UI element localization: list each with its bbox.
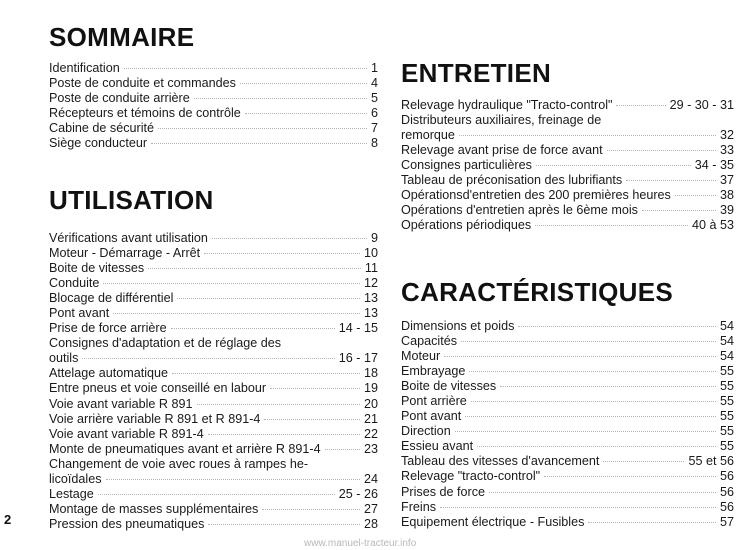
toc-entry [401, 379, 734, 394]
dot-leader [264, 418, 360, 420]
dot-leader [148, 267, 361, 269]
toc-entry [401, 500, 734, 515]
toc-entry [49, 231, 378, 246]
dot-leader [325, 448, 360, 450]
toc-entry-page: 13 [363, 291, 378, 306]
toc-entry-title: Voie arrière variable R 891 et R 891-4 [49, 411, 261, 426]
toc-entry-page: 23 [363, 441, 378, 456]
toc-entry [49, 276, 378, 291]
toc-entry-title: outils [49, 351, 79, 366]
toc-entry [401, 349, 734, 364]
toc-entry-title: Récepteurs et témoins de contrôle [49, 106, 241, 121]
toc-entry-page: 29 - 30 - 31 [669, 98, 734, 112]
toc-entry-page: 55 [719, 409, 734, 424]
dot-leader [471, 400, 716, 402]
toc-entry [49, 261, 378, 276]
toc-entry-title: Opérationsd'entretien des 200 premières heures [401, 188, 671, 203]
toc-entry-page: 27 [363, 501, 378, 516]
dot-leader [240, 82, 367, 84]
toc-entry [49, 306, 378, 321]
dot-leader [440, 506, 716, 508]
toc-entry [49, 291, 378, 306]
toc-entretien [401, 98, 734, 233]
toc-entry-page: 55 [719, 379, 734, 394]
toc-entry-title: Moteur - Démarrage - Arrêt [49, 246, 201, 261]
toc-entry-page: 32 [719, 128, 734, 143]
toc-entry-page: 40 à 53 [691, 218, 734, 233]
dot-leader [642, 209, 716, 211]
toc-caracteristiques [401, 319, 734, 530]
dot-leader [82, 357, 334, 359]
toc-entry-title: Pont avant [49, 306, 110, 321]
toc-entry [49, 106, 378, 121]
dot-leader [536, 164, 691, 166]
dot-leader [500, 385, 716, 387]
dot-leader [208, 433, 360, 435]
dot-leader [113, 312, 360, 314]
toc-entry-title: Consignes d'adaptation et de réglage des [49, 336, 282, 351]
toc-entry-title: Essieu avant [401, 439, 474, 454]
toc-entry-page: 7 [370, 121, 378, 136]
toc-entry [401, 98, 734, 113]
toc-entry [401, 439, 734, 454]
toc-entry-title: Poste de conduite et commandes [49, 76, 236, 91]
toc-entry-title: Conduite [49, 276, 100, 291]
toc-entry [401, 334, 734, 349]
toc-entry-title: Identification [49, 61, 120, 75]
toc-entry [49, 336, 378, 351]
toc-entry-title: Consignes particulières [401, 158, 532, 173]
toc-entry [401, 424, 734, 439]
toc-entry-title: Opérations périodiques [401, 218, 532, 233]
toc-entry-page: 24 [363, 471, 378, 486]
toc-entry-title: Moteur [401, 349, 441, 364]
toc-entry [49, 502, 378, 517]
dot-leader [603, 460, 684, 462]
toc-entry-page: 18 [363, 366, 378, 381]
toc-entry-page: 8 [370, 136, 378, 151]
toc-utilisation [49, 231, 378, 532]
toc-entry-title: Attelage automatique [49, 366, 169, 381]
dot-leader [103, 282, 360, 284]
toc-entry-page: 38 [719, 188, 734, 203]
toc-entry [49, 487, 378, 502]
toc-entry-page: 56 [719, 469, 734, 484]
toc-entry-title: Equipement électrique - Fusibles [401, 514, 585, 529]
toc-entry-page: 16 - 17 [338, 351, 378, 366]
toc-entry-page: 11 [364, 261, 378, 276]
toc-entry [49, 366, 378, 381]
toc-entry-page: 34 - 35 [694, 158, 734, 173]
toc-entry-title: Pression des pneumatiques [49, 516, 205, 531]
dot-leader [469, 370, 716, 372]
toc-entry-page: 1 [370, 61, 378, 75]
toc-entry-page: 22 [363, 426, 378, 441]
dot-leader [588, 521, 716, 523]
toc-entry-title: Voie avant variable R 891 [49, 396, 193, 411]
dot-leader [212, 237, 367, 239]
toc-entry [49, 427, 378, 442]
dot-leader [151, 142, 367, 144]
toc-entry-title: Vérifications avant utilisation [49, 231, 208, 245]
toc-entry [401, 394, 734, 409]
toc-entry-page: 55 [719, 424, 734, 439]
toc-entry-page: 5 [370, 91, 378, 106]
toc-entry-page: 55 [719, 364, 734, 379]
dot-leader [172, 372, 360, 374]
toc-entry [49, 351, 378, 366]
toc-entry [401, 113, 734, 128]
toc-entry-page: 55 [719, 439, 734, 454]
page-number: 2 [4, 512, 12, 527]
heading-caracteristiques: CARACTÉRISTIQUES [401, 277, 674, 307]
toc-entry-title: Freins [401, 499, 436, 514]
toc-entry-title: Embrayage [401, 364, 466, 379]
toc-entry-page: 33 [719, 143, 734, 158]
toc-entry [401, 158, 734, 173]
toc-entry-page: 4 [370, 76, 378, 91]
dot-leader [616, 104, 665, 106]
toc-entry [401, 409, 734, 424]
toc-entry-title: Siège conducteur [49, 136, 148, 151]
toc-entry-page: 13 [363, 306, 378, 321]
dot-leader [489, 491, 716, 493]
toc-entry [49, 517, 378, 532]
toc-entry [49, 472, 378, 487]
dot-leader [535, 224, 688, 226]
dot-leader [204, 252, 360, 254]
toc-entry-title: Direction [401, 424, 451, 439]
toc-entry [401, 515, 734, 530]
toc-entry-title: Blocage de différentiel [49, 291, 174, 306]
toc-entry-page: 57 [719, 514, 734, 529]
toc-entry-title: Monte de pneumatiques avant et arrière R 891-4 [49, 441, 321, 456]
toc-entry-title: Boite de vitesses [401, 379, 497, 394]
toc-entry [401, 469, 734, 484]
toc-entry-title: Capacités [401, 334, 458, 349]
toc-entry-title: Tableau des vitesses d'avancement [401, 454, 600, 469]
toc-entry-title: remorque [401, 128, 455, 143]
toc-entry [49, 91, 378, 106]
toc-sommaire [49, 61, 378, 151]
toc-entry [401, 128, 734, 143]
toc-entry [49, 397, 378, 412]
dot-leader [245, 112, 367, 114]
toc-entry-title: Distributeurs auxiliaires, freinage de [401, 113, 602, 128]
dot-leader [208, 523, 360, 525]
toc-entry [401, 319, 734, 334]
toc-entry-title: Pont arrière [401, 394, 467, 409]
dot-leader [465, 415, 716, 417]
toc-entry-page: 20 [363, 396, 378, 411]
dot-leader [626, 179, 716, 181]
toc-entry [401, 203, 734, 218]
toc-entry-title: licoïdales [49, 471, 102, 486]
dot-leader [171, 327, 335, 329]
toc-entry-title: Cabine de sécurité [49, 121, 155, 136]
toc-entry-title: Prise de force arrière [49, 321, 167, 336]
toc-entry-page: 25 - 26 [338, 486, 378, 501]
dot-leader [518, 325, 716, 327]
heading-utilisation: UTILISATION [49, 185, 214, 215]
dot-leader [158, 127, 367, 129]
dot-leader [461, 340, 716, 342]
toc-entry-title: Voie avant variable R 891-4 [49, 426, 204, 441]
toc-entry [401, 364, 734, 379]
toc-entry-title: Relevage avant prise de force avant [401, 143, 603, 158]
toc-entry [401, 454, 734, 469]
toc-entry-page: 10 [363, 246, 378, 261]
toc-entry [401, 218, 734, 233]
toc-entry-page: 39 [719, 203, 734, 218]
toc-entry-page: 28 [363, 516, 378, 531]
toc-entry [49, 457, 378, 472]
toc-entry-title: Entre pneus et voie conseillé en labour [49, 381, 267, 396]
toc-entry-page: 37 [719, 173, 734, 188]
toc-entry-title: Lestage [49, 486, 94, 501]
dot-leader [194, 97, 367, 99]
dot-leader [270, 387, 360, 389]
toc-entry-page: 54 [719, 319, 734, 333]
toc-entry-title: Changement de voie avec roues à rampes he- [49, 456, 309, 471]
toc-entry-page: 14 - 15 [338, 321, 378, 336]
dot-leader [455, 430, 716, 432]
dot-leader [459, 134, 716, 136]
toc-entry-title: Poste de conduite arrière [49, 91, 190, 106]
toc-entry [49, 121, 378, 136]
heading-sommaire: SOMMAIRE [49, 22, 195, 52]
toc-entry [49, 76, 378, 91]
toc-entry-page: 56 [719, 484, 734, 499]
toc-entry [401, 485, 734, 500]
dot-leader [607, 149, 716, 151]
toc-entry-page: 55 [719, 394, 734, 409]
toc-entry-page: 54 [719, 349, 734, 364]
toc-entry [401, 143, 734, 158]
dot-leader [675, 194, 716, 196]
toc-entry-title: Pont avant [401, 409, 462, 424]
toc-entry-title: Relevage "tracto-control" [401, 469, 541, 484]
toc-entry-title: Opérations d'entretien après le 6ème mois [401, 203, 638, 218]
toc-entry-page: 6 [370, 106, 378, 121]
toc-entry-page: 21 [363, 411, 378, 426]
toc-entry-page: 19 [363, 381, 378, 396]
toc-entry [401, 173, 734, 188]
toc-entry-page: 56 [719, 499, 734, 514]
toc-entry [49, 136, 378, 151]
toc-entry [49, 381, 378, 396]
toc-entry-page: 12 [363, 276, 378, 291]
watermark: www.manuel-tracteur.info [304, 538, 417, 549]
dot-leader [544, 475, 716, 477]
toc-entry-title: Dimensions et poids [401, 319, 515, 333]
dot-leader [197, 403, 360, 405]
toc-entry [49, 321, 378, 336]
toc-entry-page: 55 et 56 [688, 454, 734, 469]
dot-leader [477, 445, 716, 447]
toc-entry-title: Boite de vitesses [49, 261, 145, 276]
toc-entry [49, 61, 378, 76]
toc-entry-page: 54 [719, 334, 734, 349]
dot-leader [444, 355, 716, 357]
dot-leader [262, 508, 360, 510]
toc-entry-title: Relevage hydraulique "Tracto-control" [401, 98, 613, 112]
dot-leader [98, 493, 335, 495]
dot-leader [106, 478, 360, 480]
toc-entry [49, 442, 378, 457]
toc-entry [49, 412, 378, 427]
dot-leader [177, 297, 360, 299]
toc-entry-title: Prises de force [401, 484, 485, 499]
toc-entry-title: Montage de masses supplémentaires [49, 501, 259, 516]
toc-entry [401, 188, 734, 203]
toc-entry [49, 246, 378, 261]
toc-entry-page: 9 [370, 231, 378, 245]
heading-entretien: ENTRETIEN [401, 58, 552, 88]
toc-entry-title: Tableau de préconisation des lubrifiants [401, 173, 623, 188]
dot-leader [124, 67, 367, 69]
